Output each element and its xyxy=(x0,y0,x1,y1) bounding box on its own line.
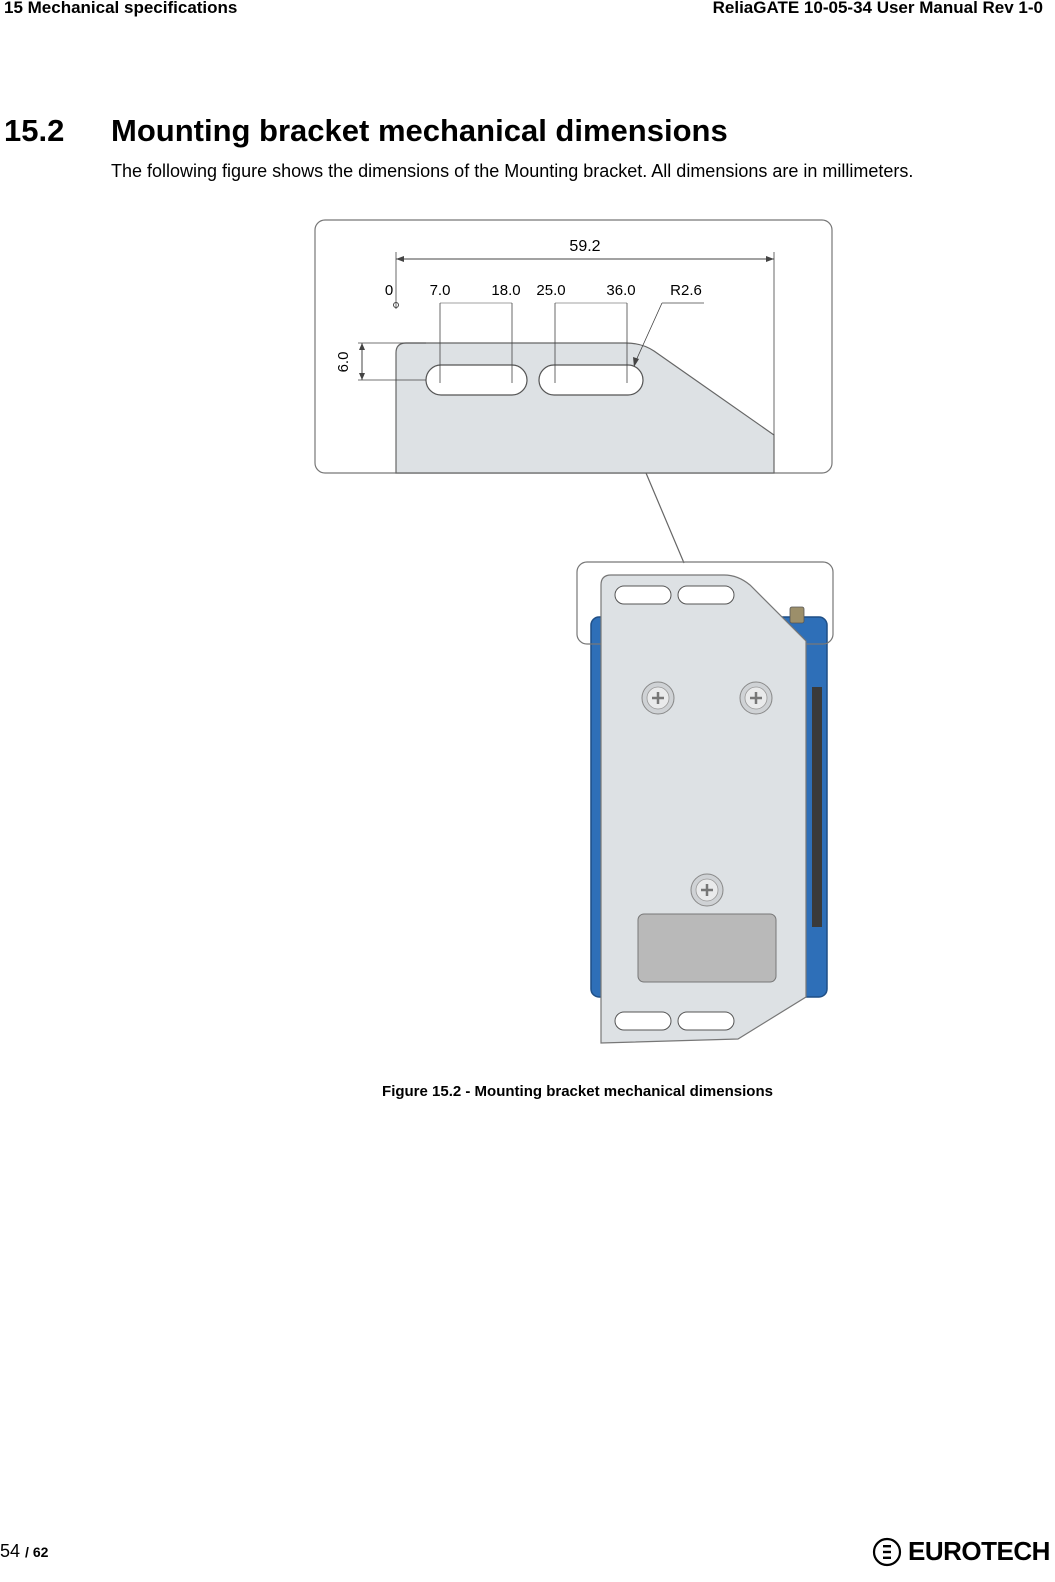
device-side-rail xyxy=(812,687,822,927)
callout-connector xyxy=(646,473,684,563)
slot-right xyxy=(539,365,643,395)
plate-slot-bottom-left xyxy=(615,1012,671,1030)
plate-slot-top-left xyxy=(615,586,671,604)
dim-height-label: 6.0 xyxy=(335,351,352,373)
page-total: / 62 xyxy=(25,1544,49,1560)
screw-icon xyxy=(691,874,723,906)
screw-icon xyxy=(740,682,772,714)
figure-caption: Figure 15.2 - Mounting bracket mechanical dimensions xyxy=(382,1083,773,1100)
dim-x4-label: 36.0 xyxy=(606,282,636,299)
eurotech-logo xyxy=(872,1536,1050,1567)
page-number xyxy=(0,1541,48,1562)
device-connector xyxy=(790,607,804,623)
page-current: 54 xyxy=(0,1541,21,1561)
label-plate xyxy=(638,914,776,982)
plate-slot-bottom-right xyxy=(678,1012,734,1030)
running-header-document: ReliaGATE 10-05-34 User Manual Rev 1-0 xyxy=(712,0,1043,17)
dim-overall-label: 59.2 xyxy=(569,238,601,255)
section-title: Mounting bracket mechanical dimensions xyxy=(111,113,728,148)
dim-x3-label: 25.0 xyxy=(536,282,566,299)
section-number: 15.2 xyxy=(4,113,65,148)
eurotech-logo-icon xyxy=(872,1537,902,1567)
dim-x2-label: 18.0 xyxy=(491,282,521,299)
screw-icon xyxy=(642,682,674,714)
dim-origin-label: 0 xyxy=(384,282,394,299)
mounting-bracket-figure xyxy=(292,197,864,1077)
eurotech-logo-text: EUROTECH xyxy=(908,1536,1050,1566)
running-header-chapter: 15 Mechanical specifications xyxy=(4,0,238,17)
dim-x1-label: 7.0 xyxy=(429,282,451,299)
plate-slot-top-right xyxy=(678,586,734,604)
dim-radius-label: R2.6 xyxy=(670,282,702,299)
bracket-drawing xyxy=(292,197,864,1077)
intro-paragraph: The following figure shows the dimensions of the Mounting bracket. All dimensions are in millimeters. xyxy=(111,161,914,181)
